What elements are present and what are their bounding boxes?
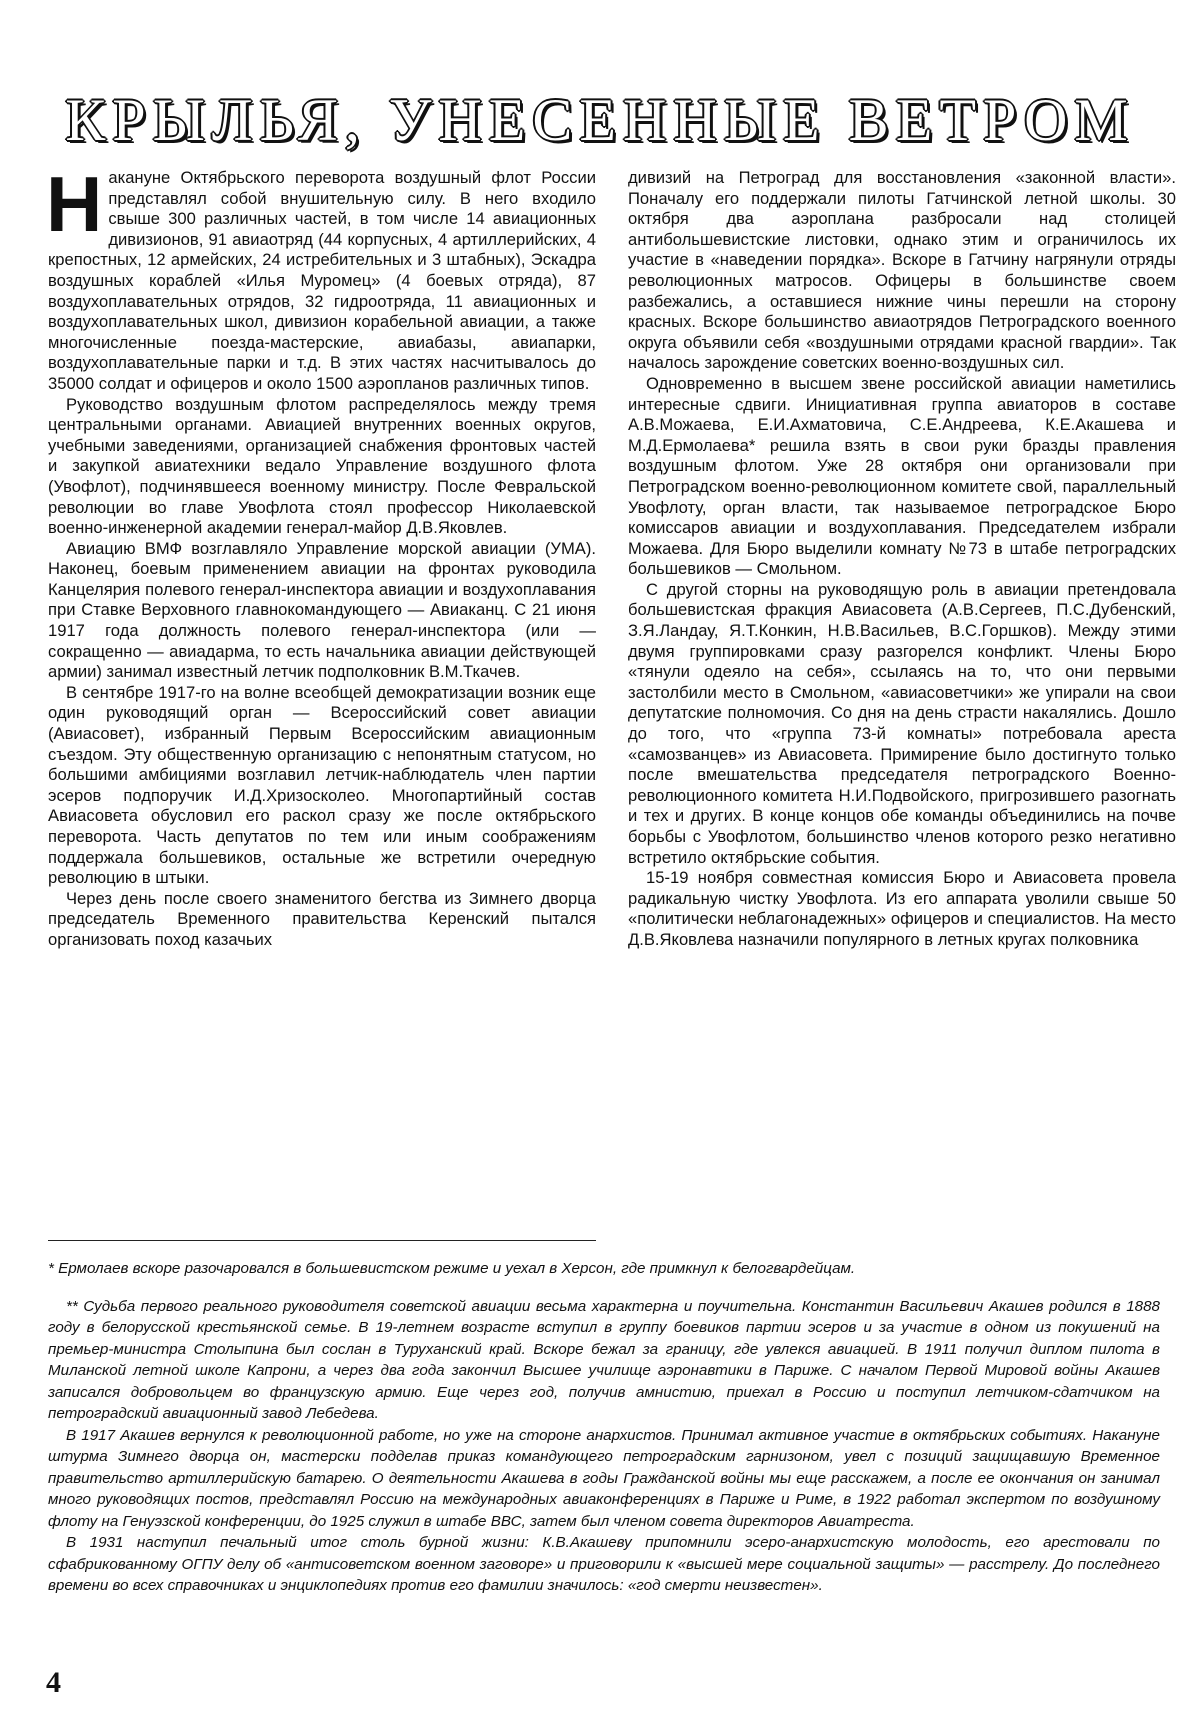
footnote: В 1917 Акашев вернулся к революционной работе, но уже на стороне анархистов. Принимал активное участие в октябрьских событиях. Накануне штурма Зимнего дворца он, мастерски подделав приказ командующего петроградским гарнизоном, увел с позиций защищавшую Временное правительство артиллерийскую батарею. О деятельности Акашева в годы Гражданской войны мы еще расскажем, а после ее окончания он занимал много руководящих постов, представлял Россию на международных авиаконференциях в Париже и Риме, в 1922 работал экспертом по воздушному флоту на Генуэзской конференции, до 1925 служил в штабе ВВС, затем был членом совета директоров Авиатреста.	[48, 1426, 1160, 1530]
page-number: 4	[46, 1666, 61, 1699]
footnote-divider	[48, 1240, 596, 1241]
paragraph-text: акануне Октябрьского переворота воздушный флот России представлял собой внушительную силу. В него входило свыше 300 различных частей, в том числе 14 авиационных дивизионов, 91 авиаотряд (44 корпусных, 4 артиллерийских, 4 крепостных, 12 армейских, 24 истребительных и 3 штабных), Эскадра воздушных кораблей «Илья Муромец» (4 боевых отряда), 87 воздухоплавательных отрядов, 32 гидроотряда, 11 авиационных и воздухоплавательных школ, дивизион корабельной авиации, а также многочисленные поезда-мастерские, авиабазы, авиапарки, воздухоплавательные парки и т.д. В этих частях насчитывалось до 35000 солдат и офицеров и около 1500 аэропланов различных типов.	[48, 168, 596, 393]
right-column	[628, 168, 1176, 951]
paragraph: Через день после своего знаменитого бегства из Зимнего дворца председатель Временного правительства Керенский пытался организовать поход казачьих	[48, 888, 596, 949]
paragraph: С другой сторны на руководящую роль в авиации претендовала большевистская фракция Авиасовета (А.В.Сергеев, П.С.Дубенский, З.Я.Ландау, Я.Т.Конкин, Н.В.Васильев, В.С.Горшков). Между этими двумя группировками сразу разгорелся конфликт. Члены Бюро «тянули одеяло на себя», ссылаясь на то, что они первыми застолбили место в Смольном, «авиасоветчики» же упирали на свои депутатские полномочия. Со дня на день страсти накалялись. Дошло до того, что «группа 73-й комнаты» потребовала ареста «самозванцев» из Авиасовета. Примирение было достигнуто только после вмешательства председателя петроградского Военно-революционного комитета Н.И.Подвойского, пригрозившего разогнать и тех и других. В конце концов обе команды объединились на почве борьбы с Увофлотом, большинство членов которого резко негативно встретило октябрьские события.	[628, 579, 1176, 867]
paragraph	[46, 160, 596, 395]
paragraph: Авиацию ВМФ возглавляло Управление морской авиации (УМА). Наконец, боевым применением авиации на фронтах руководила Канцелярия полевого генерал-инспектора авиации и воздухоплавания при Ставке Верховного главнокомандующего — Авиаканц. С 21 июня 1917 года должность полевого генерал-инспектора (или — сокращенно — авиадарма, то есть начальника авиации действующей армии) занимал известный летчик подполковник В.М.Ткачев.	[48, 538, 596, 682]
drop-cap: Н	[46, 160, 103, 248]
footnote: В 1931 наступил печальный итог столь бурной жизни: К.В.Акашеву припомнили эсеро-анархистскую молодость, его арестовали по сфабрикованному ОГПУ делу об «антисоветском военном заговоре» и приговорили к «высшей мере социальной защиты» — расстрелу. До последнего времени во всех справочниках и энциклопедиях против его фамилии значилось: «год смерти неизвестен».	[48, 1534, 1160, 1594]
paragraph: Одновременно в высшем звене российской авиации наметились интересные сдвиги. Инициативная группа авиаторов в составе А.В.Можаева, Е.И.Ахматовича, С.Е.Андреева, К.Е.Акашева и М.Д.Ермолаева* решила взять в свои руки бразды правления воздушным флотом. Уже 28 октября они организовали при Петроградском военно-революционном комитете свой, параллельный Увофлоту, орган власти, так называемое петроградское Бюро комиссаров авиации и воздухоплавания. Председателем избрали Можаева. Для Бюро выделили комнату №73 в штабе петроградских большевиков — Смольном.	[628, 373, 1176, 579]
paragraph: В сентябре 1917-го на волне всеобщей демократизации возник еще один руководящий орган — Всероссийский совет авиации (Авиасовет), избранный Первым Всероссийским авиационным съездом. Эту общественную организацию с непонятным статусом, но большими амбициями возглавил летчик-наблюдатель член партии эсеров подпоручик И.Д.Хризосколео. Многопартийный состав Авиасовета обусловил его раскол сразу же после октябрьского переворота. Часть депутатов по тем или иным соображениям поддержала большевиков, остальные же встретили очередную революцию в штыки.	[48, 682, 596, 888]
footnote: * Ермолаев вскоре разочаровался в большевистском режиме и уехал в Херсон, где примкнул к белогвардейцам.	[48, 1260, 856, 1277]
left-column	[46, 160, 596, 951]
footnote: ** Судьба первого реального руководителя советской авиации весьма характерна и поучительна. Константин Васильевич Акашев родился в 1888 году в белорусской крестьянской семье. В 19-летнем возрасте вступил в группу боевиков партии эсеров и за участие в одном из покушений на премьер-министра Столыпина был сослан в Туруханский край. Вскоре бежал за границу, где увлекся авиацией. В 1911 получил диплом пилота в Миланской летной школе Капрони, а через два года закончил Высшее училище аэронавтики в Париже. С началом Первой Мировой войны Акашев записался добровольцем во французскую армию. Еще через год, получив амнистию, приехал в Россию и поступил летчиком-сдатчиком на петроградский авиационный завод Лебедева.	[48, 1297, 1160, 1422]
article-title: КРЫЛЬЯ, УНЕСЕННЫЕ ВЕТРОМ	[65, 87, 1135, 154]
footnotes	[48, 1258, 1160, 1597]
paragraph: дивизий на Петроград для восстановления «законной власти». Поначалу его поддержали пилоты Гатчинской летной школы. 30 октября два аэроплана разбросали над столицей антибольшевистские листовки, однако этим и ограничилось их участие в «наведении порядка». Вскоре в Гатчину нагрянули отряды революционных матросов. Офицеры в большинстве своем разбежались, а оставшиеся нижние чины перешли на сторону красных. Вскоре большинство авиаотрядов Петроградского военного округа объявили себя «воздушными отрядами красной гвардии». Так началось зарождение советских военно-воздушных сил.	[628, 168, 1176, 373]
paragraph: 15-19 ноября совместная комиссия Бюро и Авиасовета провела радикальную чистку Увофлота. Из его аппарата уволили свыше 50 «политически неблагонадежных» офицеров и специалистов. На место Д.В.Яковлева назначили популярного в летных кругах полковника	[628, 868, 1176, 949]
paragraph: Руководство воздушным флотом распределялось между тремя центральными органами. Авиацией внутренних военных округов, учебными заведениями, организацией снабжения фронтовых частей и закупкой авиатехники ведало Управление воздушного флота (Увофлот), подчинявшееся военному министру. После Февральской революции во главе Увофлота стоял профессор Николаевской военно-инженерной академии генерал-майор Д.В.Яковлев.	[48, 394, 596, 538]
